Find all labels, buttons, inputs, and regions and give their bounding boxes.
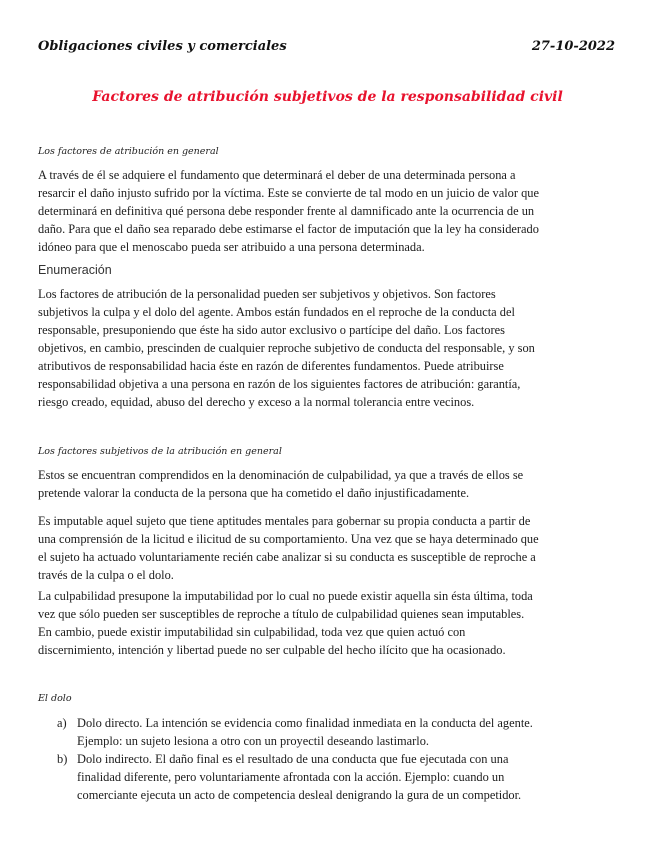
text-line: Ejemplo: un sujeto lesiona a otro con un proyectil deseando lastimarlo.: [77, 734, 430, 748]
text-line: Es imputable aquel sujeto que tiene aptitudes mentales para gobernar su propia conducta a partir de: [38, 514, 531, 528]
text-line: atributivos de responsabilidad hacia éste en razón de diferentes fundamentos. Puede atribuirse: [38, 359, 504, 373]
text-line: Estos se encuentran comprendidos en la denominación de culpabilidad, ya que a través de ellos se: [38, 468, 524, 482]
text-line: responsable, presuponiendo que éste ha sido autor exclusivo o partícipe del daño. Los factores: [38, 323, 505, 337]
text-line: Dolo directo. La intención se evidencia como finalidad inmediata en la conducta del agente.: [77, 716, 533, 730]
text-line: La culpabilidad presupone la imputabilidad por lo cual no puede existir aquella sin ésta última, toda: [38, 589, 533, 603]
text-line: finalidad diferente, pero voluntariamente afrontada con la acción. Ejemplo: cuando un: [77, 770, 505, 784]
paragraph-imputability: [38, 587, 618, 659]
text-line: idóneo para que el menoscabo pueda ser atribuido a una persona determinada.: [38, 240, 425, 254]
text-line: A través de él se adquiere el fundamento que determinará el deber de una determinada persona a: [38, 168, 516, 182]
dolo-list: [57, 714, 627, 804]
list-marker: a): [57, 716, 67, 730]
text-line: una comprensión de la licitud e ilicitud de su comportamiento. Una vez que se haya determinado que: [38, 532, 539, 546]
paragraph-general: [38, 166, 618, 256]
paragraph-culpability: [38, 466, 618, 502]
paragraph-imputable: [38, 512, 618, 584]
header-date: 27-10-2022: [531, 39, 615, 54]
section-heading-dolo: El dolo: [38, 693, 72, 704]
page-title: Factores de atribución subjetivos de la responsabilidad civil: [92, 89, 563, 105]
text-line: objetivos, en cambio, prescinden de cualquier reproche subjetivo de conducta del responsable, y son: [38, 341, 535, 355]
enumeration-heading: Enumeración: [38, 263, 112, 277]
text-line: través de la culpa o el dolo.: [38, 568, 174, 582]
text-line: discernimiento, intención y libertad puede no ser culpable del hecho ilícito que ha ocasionado.: [38, 643, 506, 657]
text-line: riesgo creado, equidad, abuso del derecho y exceso a la normal tolerancia entre vecinos.: [38, 395, 475, 409]
text-line: subjetivos la culpa y el dolo del agente. Ambos están fundados en el reproche de la conducta del: [38, 305, 515, 319]
list-marker: b): [57, 752, 68, 766]
text-line: el sujeto ha actuado voluntariamente recién cabe analizar si su conducta es susceptible de reproche a: [38, 550, 536, 564]
text-line: responsabilidad objetiva a una persona en razón de los siguientes factores de atribución: garantía,: [38, 377, 521, 391]
text-line: Los factores de atribución de la personalidad pueden ser subjetivos y objetivos. Son factores: [38, 287, 496, 301]
section-heading-general: Los factores de atribución en general: [38, 146, 219, 157]
text-line: vez que sólo pueden ser susceptibles de reproche a título de culpabilidad quienes sean imputables.: [38, 607, 525, 621]
text-line: pretende valorar la conducta de la persona que ha cometido el daño injustificadamente.: [38, 486, 470, 500]
list-item: [57, 714, 627, 750]
text-line: En cambio, puede existir imputabilidad sin culpabilidad, toda vez que quien actuó con: [38, 625, 466, 639]
header-course-title: Obligaciones civiles y comerciales: [38, 39, 287, 54]
text-line: daño. Para que el daño sea reparado debe estimarse el factor de imputación que la ley ha considerado: [38, 222, 539, 236]
text-line: comerciante ejecuta un acto de competencia desleal denigrando la gura de un competidor.: [77, 788, 522, 802]
text-line: resarcir el daño injusto sufrido por la víctima. Este se convierte de tal modo en un juicio de valor que: [38, 186, 539, 200]
section-heading-subjective: Los factores subjetivos de la atribución en general: [38, 446, 282, 457]
list-item: [57, 750, 627, 804]
text-line: determinará en definitiva qué persona debe responder frente al damnificado ante la ocurrencia de un: [38, 204, 535, 218]
paragraph-enumeration: [38, 285, 618, 411]
text-line: Dolo indirecto. El daño final es el resultado de una conducta que fue ejecutada con una: [77, 752, 509, 766]
